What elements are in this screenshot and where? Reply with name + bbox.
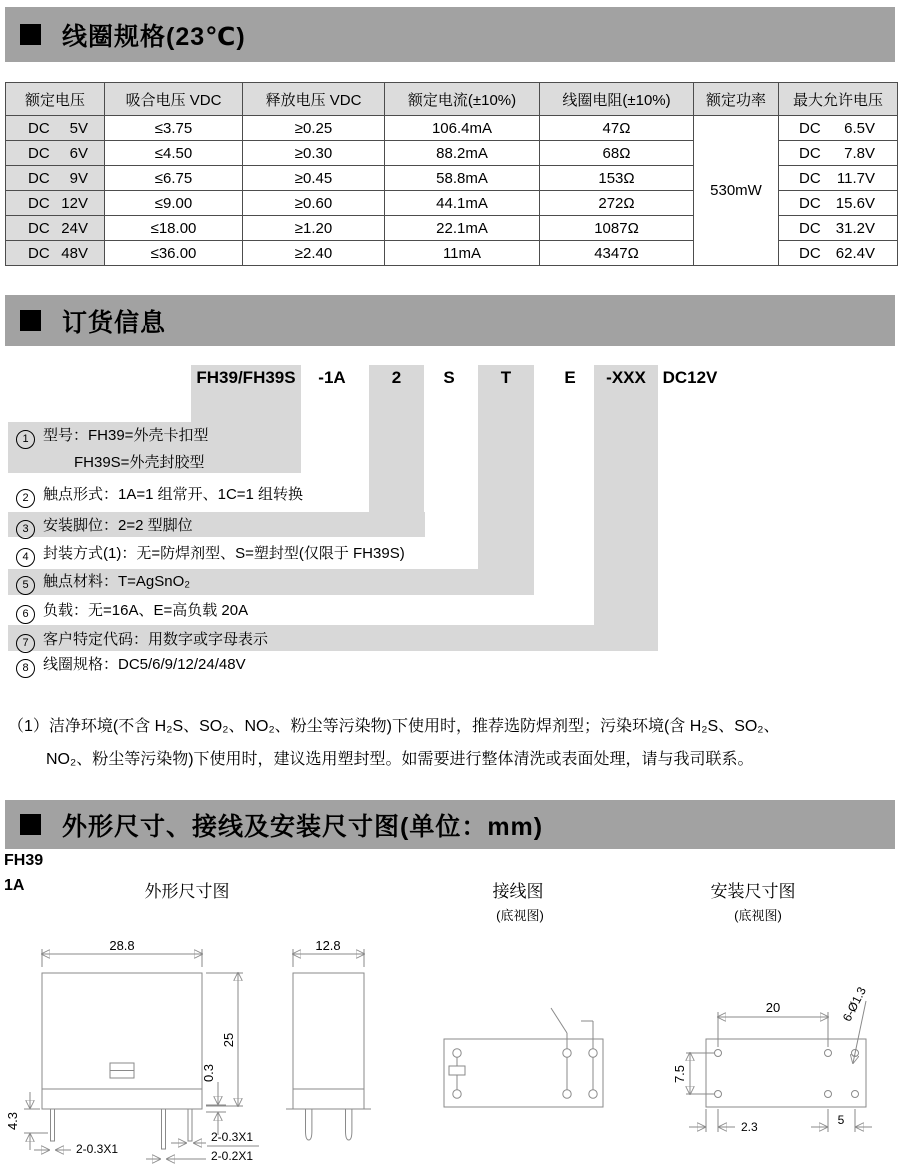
dc-label: DC [799, 194, 821, 212]
pin-hole [453, 1049, 461, 1057]
pin-hole [453, 1090, 461, 1098]
voltage-value: 48V [61, 244, 88, 262]
pin-spec-right-b: 2-0.2X1 [211, 1149, 254, 1163]
cell-resistance: 1087Ω [540, 216, 694, 241]
code-part-pin-type: 2 [391, 368, 402, 387]
mounting-hole [825, 1050, 832, 1057]
section-bar-coil-spec [5, 7, 895, 62]
cell-release: ≥0.30 [243, 141, 385, 166]
cell-max-voltage [779, 216, 898, 241]
model-label: FH39 [4, 852, 44, 869]
col-header-pickup-voltage: 吸合电压 VDC [105, 83, 243, 116]
black-square-bullet-icon [20, 814, 41, 835]
cell-current: 106.4mA [385, 116, 540, 141]
dim-hole-span [718, 1000, 828, 1047]
dim-front-height: 25 [221, 1032, 236, 1048]
code-part-sealing: S [443, 368, 455, 387]
mounting-outline [706, 1039, 866, 1107]
dim-edge-left [689, 1109, 758, 1134]
side-view-drawing [286, 938, 371, 1140]
outline-drawing-title: 外形尺寸图 [144, 882, 230, 901]
circled-number: 5 [16, 576, 35, 595]
dc-label: DC [799, 244, 821, 262]
dc-label: DC [799, 144, 821, 162]
cell-max-voltage [779, 166, 898, 191]
ordering-item-1b: FH39S=外壳封胶型 [74, 454, 205, 471]
ordering-code-diagram [0, 355, 900, 677]
code-part-custom-code: -XXX [606, 368, 646, 387]
voltage-value: 6.5V [844, 119, 875, 137]
cell-rated-voltage [6, 116, 105, 141]
voltage-value: 24V [61, 219, 88, 237]
cell-resistance: 68Ω [540, 141, 694, 166]
ordering-item-label: 封装方式(1)：无=防焊剂型、S=塑封型(仅限于 FH39S) [43, 545, 405, 562]
voltage-value: 15.6V [835, 194, 875, 212]
ordering-item-4 [16, 543, 405, 565]
cell-rated-power: 530mW [694, 116, 779, 266]
cell-current: 58.8mA [385, 166, 540, 191]
cell-rated-voltage [6, 216, 105, 241]
pin-hole [563, 1049, 571, 1057]
circled-number: 3 [16, 520, 35, 539]
voltage-value: 31.2V [835, 219, 875, 237]
ordering-item-label: 客户特定代码：用数字或字母表示 [43, 631, 269, 648]
ordering-item-label: 线圈规格：DC5/6/9/12/24/48V [43, 656, 246, 673]
cell-current: 11mA [385, 241, 540, 266]
code-part-load: E [564, 368, 576, 387]
ordering-item-3 [16, 515, 193, 537]
circled-number: 2 [16, 489, 35, 508]
dc-label: DC [28, 119, 50, 137]
cell-resistance: 4347Ω [540, 241, 694, 266]
cell-release: ≥1.20 [243, 216, 385, 241]
dim-height [206, 973, 243, 1106]
ordering-item-label: 型号：FH39=外壳卡扣型 [43, 427, 209, 444]
dc-label: DC [799, 169, 821, 187]
cell-pickup: ≤3.75 [105, 116, 243, 141]
ordering-item-1 [16, 425, 208, 447]
cell-release: ≥0.25 [243, 116, 385, 141]
cell-resistance: 272Ω [540, 191, 694, 216]
pin-spec-right-a: 2-0.3X1 [211, 1130, 254, 1144]
footnote-line-1: （1）洁净环境(不含 H₂S、SO₂、NO₂、粉尘等污染物)下使用时，推荐选防焊剂型；污染环境(含 H₂S、SO₂、 [8, 718, 780, 735]
hole-spec: 6-Ø1.3 [839, 984, 870, 1024]
section-title-coil-spec: 线圈规格(23℃) [62, 22, 246, 51]
cell-pickup: ≤18.00 [105, 216, 243, 241]
dc-label: DC [28, 144, 50, 162]
relay-outline-bottom [444, 1039, 603, 1107]
cell-release: ≥0.60 [243, 191, 385, 216]
mounting-hole [825, 1091, 832, 1098]
voltage-value: 6V [69, 144, 88, 162]
ordering-item-6 [16, 600, 248, 622]
cell-pickup: ≤9.00 [105, 191, 243, 216]
dim-edge-left: 2.3 [741, 1120, 758, 1134]
voltage-value: 12V [61, 194, 88, 212]
cell-pickup: ≤36.00 [105, 241, 243, 266]
code-part-contact-form: -1A [318, 368, 346, 387]
dc-label: DC [799, 119, 821, 137]
cell-current: 88.2mA [385, 141, 540, 166]
code-column-custom [594, 365, 658, 651]
mounting-drawing-subtitle: (底视图) [734, 908, 782, 923]
pin [188, 1109, 192, 1141]
voltage-value: 9V [69, 169, 88, 187]
wiring-drawing-subtitle: (底视图) [496, 908, 544, 923]
dim-edge-right [811, 1109, 872, 1132]
voltage-value: 7.8V [844, 144, 875, 162]
dc-label: DC [799, 219, 821, 237]
variant-label: 1A [4, 877, 25, 894]
black-square-bullet-icon [20, 24, 41, 45]
section-bar-dimensions [5, 800, 895, 849]
dim-side-width: 12.8 [315, 938, 341, 953]
cell-release: ≥2.40 [243, 241, 385, 266]
cell-rated-voltage [6, 191, 105, 216]
cell-resistance: 153Ω [540, 166, 694, 191]
ordering-item-5 [16, 571, 190, 593]
cell-release: ≥0.45 [243, 166, 385, 191]
dim-side-width [293, 938, 364, 967]
dim-edge-right: 5 [837, 1113, 845, 1127]
dim-front-width: 28.8 [109, 938, 135, 953]
cell-rated-voltage [6, 166, 105, 191]
dim-width [42, 938, 202, 967]
cell-resistance: 47Ω [540, 116, 694, 141]
dc-label: DC [28, 169, 50, 187]
circled-number: 1 [16, 430, 35, 449]
wiring-drawing-title: 接线图 [492, 882, 544, 901]
voltage-value: 5V [69, 119, 88, 137]
dim-flange [201, 1064, 226, 1135]
ordering-item-7 [16, 629, 268, 651]
pin [346, 1109, 352, 1140]
ordering-item-2 [16, 484, 303, 506]
code-part-material: T [500, 368, 512, 387]
technical-drawings [0, 930, 900, 1166]
coil-symbol [449, 1066, 465, 1075]
col-header-rated-voltage: 额定电压 [6, 83, 105, 116]
table-header-row [6, 83, 898, 116]
dim-hole-span: 20 [765, 1000, 781, 1015]
dim-pin-length: 4.3 [5, 1111, 20, 1131]
circled-number: 6 [16, 605, 35, 624]
circled-number: 7 [16, 634, 35, 653]
coil-spec-table [5, 82, 898, 266]
col-header-coil-resistance: 线圈电阻(±10%) [540, 83, 694, 116]
col-header-release-voltage: 释放电压 VDC [243, 83, 385, 116]
pin-hole [563, 1090, 571, 1098]
mounting-drawing-title: 安装尺寸图 [710, 882, 796, 901]
footnote-line-2: NO₂、粉尘等污染物)下使用时，建议选用塑封型。如需要进行整体清洗或表面处理，请与我司联系。 [46, 751, 754, 768]
code-part-model: FH39/FH39S [196, 368, 296, 387]
section-bar-ordering-info [5, 295, 895, 346]
mounting-drawing [672, 984, 872, 1134]
dc-label: DC [28, 244, 50, 262]
footnote [8, 710, 892, 776]
dim-row-span [672, 1053, 714, 1094]
code-part-coil-voltage: DC12V [662, 368, 718, 387]
cell-max-voltage [779, 141, 898, 166]
section-title-dimensions: 外形尺寸、接线及安装尺寸图(单位：mm) [62, 812, 544, 841]
col-header-rated-power: 额定功率 [694, 83, 779, 116]
section-title-ordering-info: 订货信息 [62, 308, 167, 337]
cell-rated-voltage [6, 141, 105, 166]
hole-spec-callout [840, 984, 869, 1063]
cell-pickup: ≤6.75 [105, 166, 243, 191]
col-header-max-voltage: 最大允许电压 [779, 83, 898, 116]
col-header-rated-current: 额定电流(±10%) [385, 83, 540, 116]
cell-max-voltage [779, 241, 898, 266]
ordering-item-label: 安装脚位：2=2 型脚位 [43, 517, 193, 534]
dim-row-span: 7.5 [672, 1064, 687, 1084]
table-row [6, 116, 898, 141]
voltage-value: 11.7V [836, 169, 875, 187]
contact-symbol [551, 1008, 593, 1049]
dc-label: DC [28, 194, 50, 212]
ordering-item-8 [16, 654, 246, 676]
circled-number: 4 [16, 548, 35, 567]
voltage-value: 62.4V [835, 244, 875, 262]
front-view-drawing [5, 938, 259, 1163]
dim-flange: 0.3 [201, 1063, 216, 1083]
cell-rated-voltage [6, 241, 105, 266]
pin [51, 1109, 55, 1141]
dim-pin-left [34, 1142, 118, 1156]
cell-max-voltage [779, 116, 898, 141]
black-square-bullet-icon [20, 310, 41, 331]
mounting-hole [715, 1050, 722, 1057]
ordering-item-label: 触点形式：1A=1 组常开、1C=1 组转换 [43, 486, 304, 503]
mounting-hole [715, 1091, 722, 1098]
circled-number: 8 [16, 659, 35, 678]
cell-current: 44.1mA [385, 191, 540, 216]
ordering-item-label: 触点材料：T=AgSnO₂ [43, 573, 191, 590]
cell-current: 22.1mA [385, 216, 540, 241]
mounting-hole [852, 1091, 859, 1098]
pin-spec-left: 2-0.3X1 [76, 1142, 119, 1156]
cell-max-voltage [779, 191, 898, 216]
dc-label: DC [28, 219, 50, 237]
pin-hole [589, 1049, 597, 1057]
wiring-diagram [444, 1008, 603, 1107]
pin [306, 1109, 312, 1140]
cell-pickup: ≤4.50 [105, 141, 243, 166]
code-column-material [478, 365, 534, 595]
dim-pin-right [146, 1130, 259, 1163]
ordering-item-label: 负载：无=16A、E=高负载 20A [43, 602, 249, 619]
pin [162, 1109, 166, 1149]
pin-hole [589, 1090, 597, 1098]
